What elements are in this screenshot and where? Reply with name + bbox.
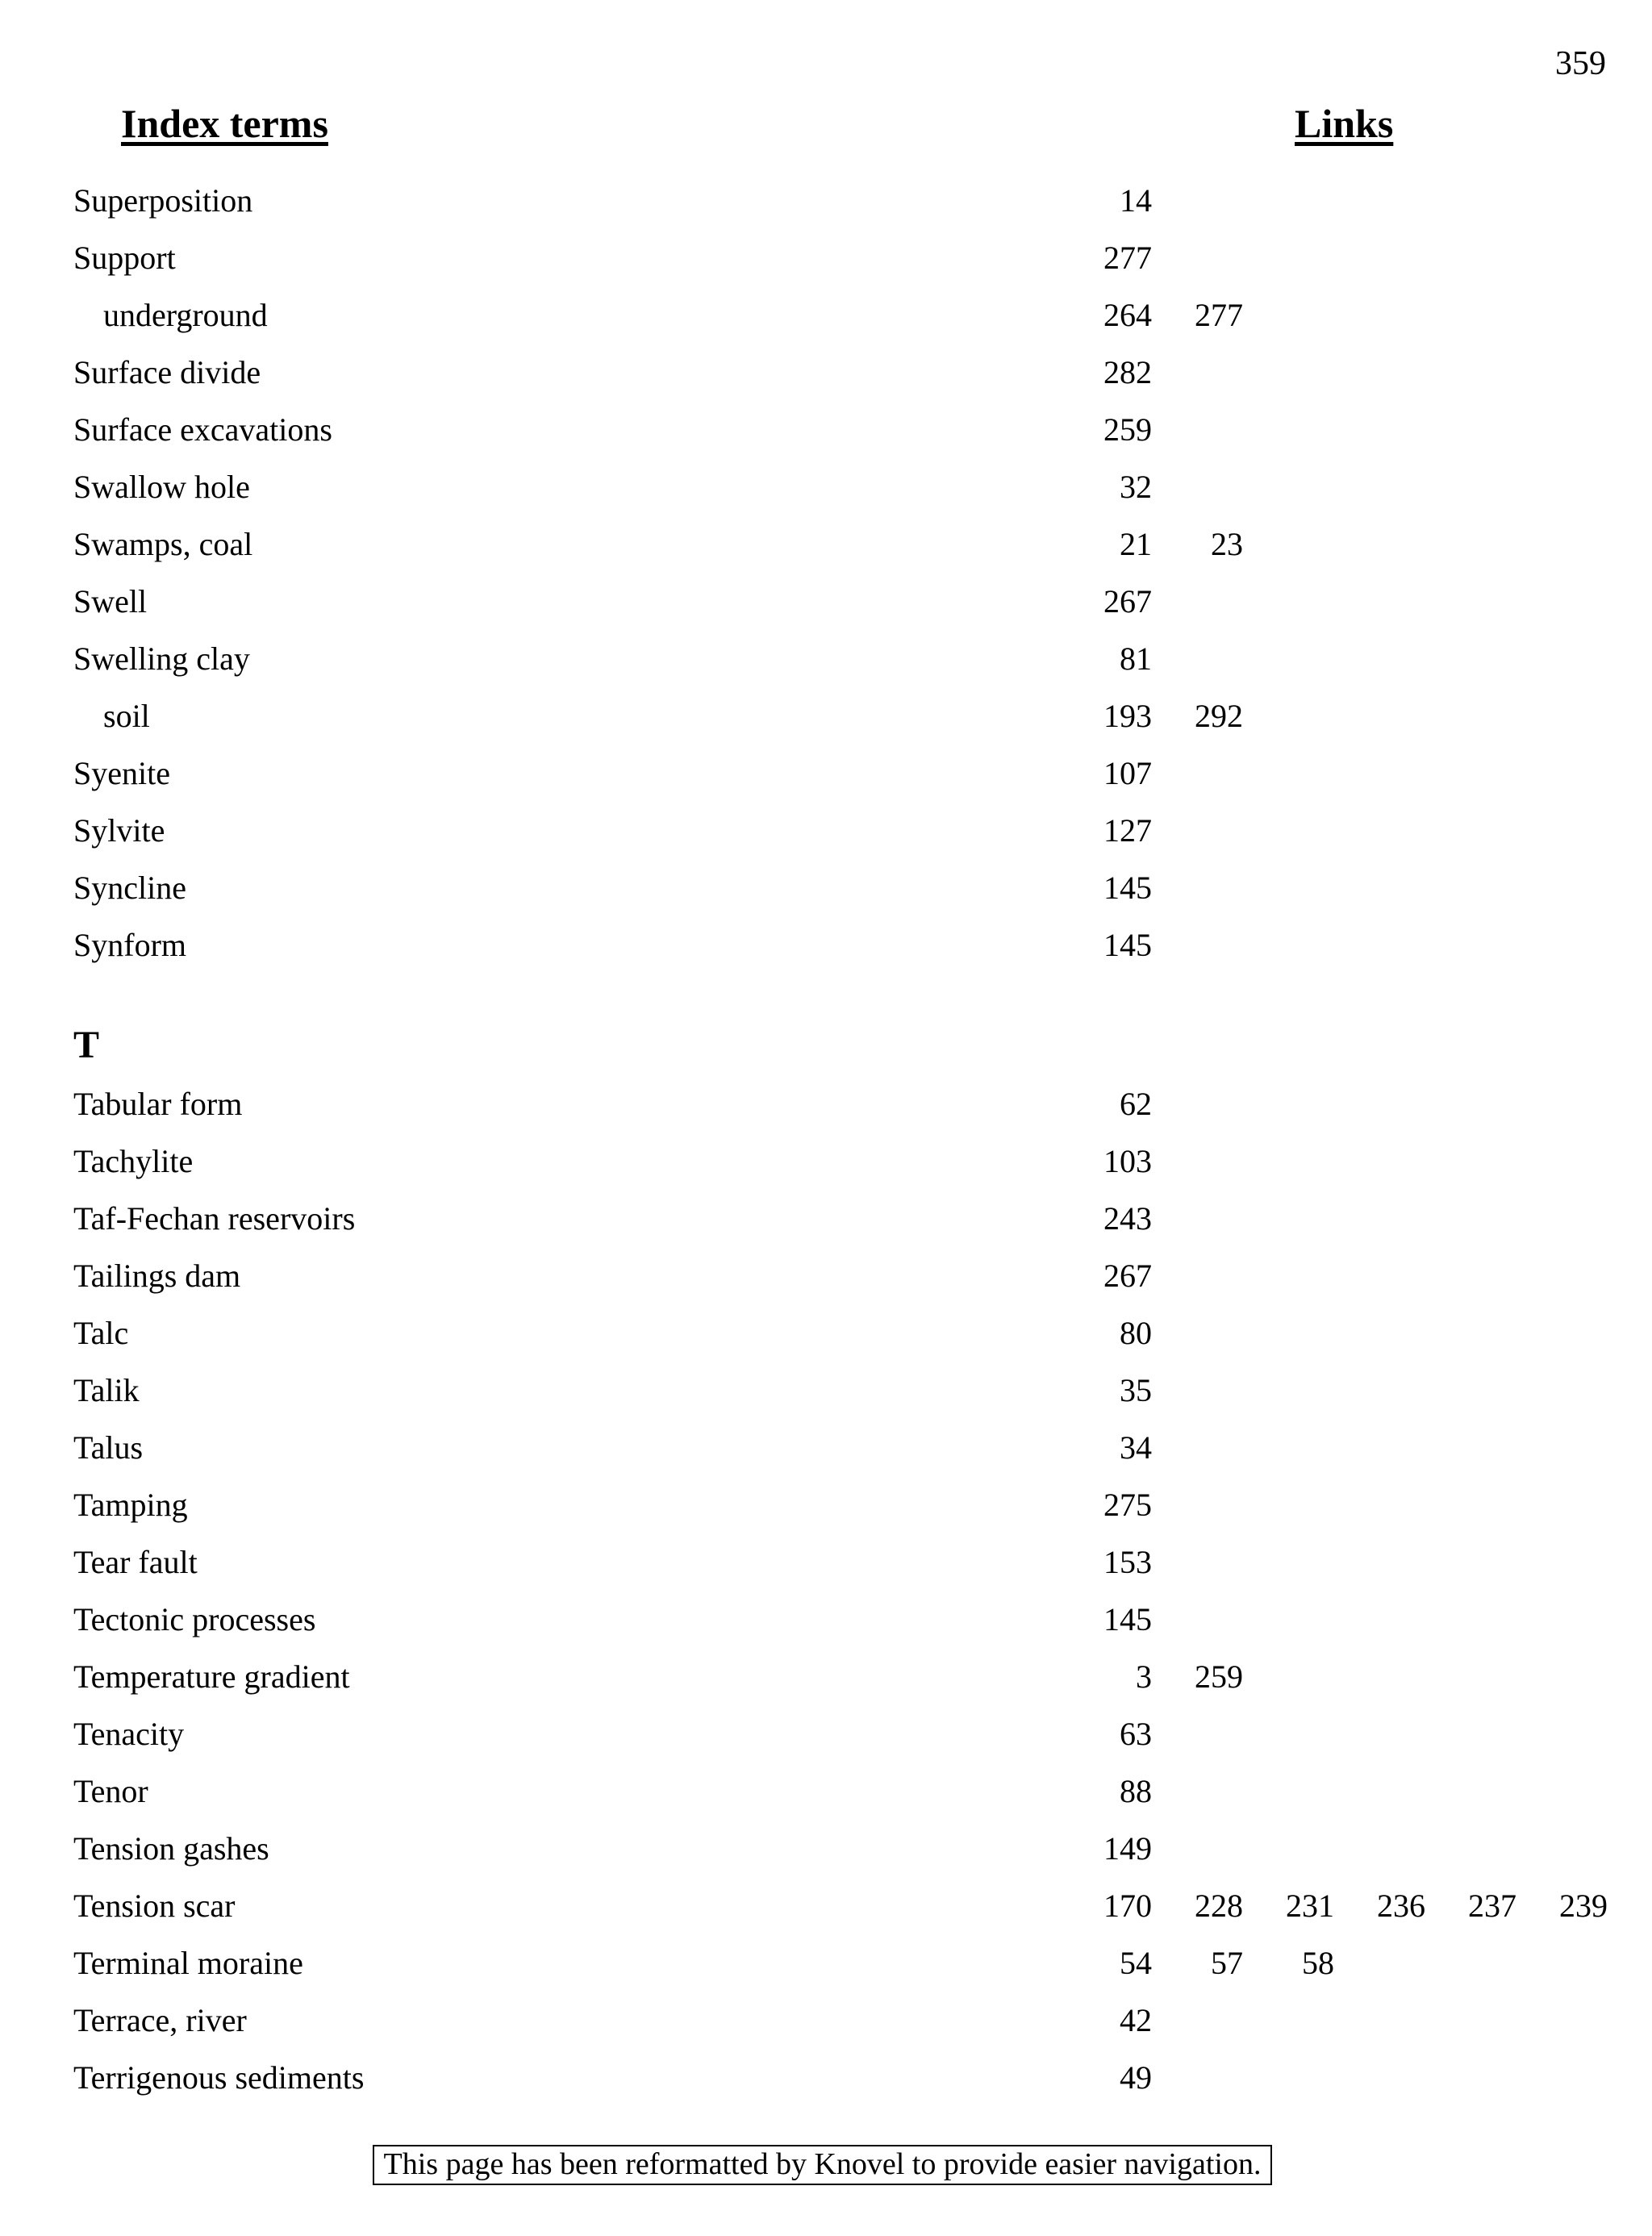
page-link[interactable]: 264	[1103, 297, 1152, 333]
page-link[interactable]: 35	[1120, 1372, 1152, 1408]
index-entry	[0, 630, 1652, 687]
index-entry	[0, 1992, 1652, 2049]
index-entry	[0, 1705, 1652, 1763]
page-link[interactable]: 277	[1103, 240, 1152, 276]
page-link[interactable]: 228	[1195, 1888, 1243, 1924]
index-term: Tachylite	[73, 1143, 194, 1179]
page-link[interactable]: 282	[1103, 354, 1152, 390]
index-entry	[0, 802, 1652, 859]
page-link[interactable]: 149	[1103, 1830, 1152, 1867]
page-link[interactable]: 259	[1195, 1658, 1243, 1695]
index-subterm: soil	[103, 698, 150, 734]
index-term: Temperature gradient	[73, 1658, 350, 1695]
links-header: Links	[1295, 101, 1394, 146]
index-entry	[0, 1476, 1652, 1533]
page-link[interactable]: 103	[1103, 1143, 1152, 1179]
index-entry	[0, 172, 1652, 229]
page-link[interactable]: 267	[1103, 583, 1152, 619]
index-entry	[0, 1533, 1652, 1591]
index-entry	[0, 1877, 1652, 1934]
page-link[interactable]: 145	[1103, 870, 1152, 906]
index-term: Terminal moraine	[73, 1945, 303, 1981]
index-entry	[0, 2049, 1652, 2106]
index-entry	[0, 1763, 1652, 1820]
index-term: Terrigenous sediments	[73, 2059, 365, 2096]
page-link[interactable]: 275	[1103, 1487, 1152, 1523]
page-number: 359	[1555, 45, 1606, 82]
index-term: Tamping	[73, 1487, 188, 1523]
page-link[interactable]: 107	[1103, 755, 1152, 791]
index-term: Tectonic processes	[73, 1601, 316, 1637]
index-entry	[0, 458, 1652, 515]
page-link[interactable]: 259	[1103, 411, 1152, 448]
index-entry	[0, 1362, 1652, 1419]
page-link[interactable]: 42	[1120, 2002, 1152, 2038]
index-term: Terrace, river	[73, 2002, 247, 2038]
page-link[interactable]: 14	[1120, 182, 1152, 219]
index-term: Synform	[73, 927, 186, 963]
page-link[interactable]: 231	[1286, 1888, 1334, 1924]
index-entry	[0, 515, 1652, 573]
index-entry	[0, 1190, 1652, 1247]
page-link[interactable]: 54	[1120, 1945, 1152, 1981]
page-link[interactable]: 153	[1103, 1544, 1152, 1580]
index-term: Tension scar	[73, 1888, 236, 1924]
index-term: Sylvite	[73, 812, 165, 849]
page-link[interactable]: 237	[1468, 1888, 1516, 1924]
index-term: Surface divide	[73, 354, 261, 390]
index-entry	[0, 745, 1652, 802]
index-term: Support	[73, 240, 176, 276]
page-link[interactable]: 58	[1302, 1945, 1334, 1981]
page-link[interactable]: 3	[1136, 1658, 1152, 1695]
index-term: Swamps, coal	[73, 526, 253, 562]
index-entry	[0, 401, 1652, 458]
index-term: Talc	[73, 1315, 129, 1351]
index-term: Tabular form	[73, 1086, 243, 1122]
page-link[interactable]: 81	[1120, 640, 1152, 677]
index-term: Surface excavations	[73, 411, 332, 448]
index-term: Tenacity	[73, 1716, 185, 1752]
index-term: Talik	[73, 1372, 140, 1408]
page-link[interactable]: 267	[1103, 1258, 1152, 1294]
page-link[interactable]: 193	[1103, 698, 1152, 734]
index-term: Tailings dam	[73, 1258, 241, 1294]
page-link[interactable]: 239	[1559, 1888, 1608, 1924]
index-term: Tenor	[73, 1773, 148, 1809]
index-term: Swallow hole	[73, 469, 250, 505]
page-link[interactable]: 236	[1377, 1888, 1425, 1924]
page-link[interactable]: 145	[1103, 1601, 1152, 1637]
page-link[interactable]: 62	[1120, 1086, 1152, 1122]
page-link[interactable]: 292	[1195, 698, 1243, 734]
page-link[interactable]: 170	[1103, 1888, 1152, 1924]
index-term: Tension gashes	[73, 1830, 269, 1867]
index-entry	[0, 1648, 1652, 1705]
section-letter: T	[73, 1024, 100, 1066]
index-entry	[0, 286, 1652, 344]
index-entry	[0, 1820, 1652, 1877]
index-entry	[0, 1934, 1652, 1992]
page-link[interactable]: 49	[1120, 2059, 1152, 2096]
index-term: Syncline	[73, 870, 186, 906]
index-term: Tear fault	[73, 1544, 198, 1580]
index-entry	[0, 1247, 1652, 1304]
index-entry	[0, 1591, 1652, 1648]
index-subterm: underground	[103, 297, 268, 333]
page-link[interactable]: 277	[1195, 297, 1243, 333]
page-link[interactable]: 145	[1103, 927, 1152, 963]
index-entry	[0, 1075, 1652, 1133]
index-term: Swelling clay	[73, 640, 250, 677]
index-term: Syenite	[73, 755, 170, 791]
index-entry	[0, 229, 1652, 286]
page-link[interactable]: 57	[1211, 1945, 1243, 1981]
index-term: Swell	[73, 583, 148, 619]
page-link[interactable]: 243	[1103, 1200, 1152, 1237]
index-entry	[0, 1133, 1652, 1190]
index-entry	[0, 1419, 1652, 1476]
page-link[interactable]: 80	[1120, 1315, 1152, 1351]
page-link[interactable]: 34	[1120, 1429, 1152, 1466]
index-term: Taf-Fechan reservoirs	[73, 1200, 356, 1237]
reformat-notice: This page has been reformatted by Knovel to provide easier navigation.	[373, 2145, 1272, 2185]
index-entry	[0, 859, 1652, 916]
page-link[interactable]: 63	[1120, 1716, 1152, 1752]
index-entry	[0, 916, 1652, 974]
index-entry	[0, 344, 1652, 401]
page-link[interactable]: 127	[1103, 812, 1152, 849]
index-term: Superposition	[73, 182, 253, 219]
page-link[interactable]: 21	[1120, 526, 1152, 562]
index-terms-header: Index terms	[121, 101, 328, 146]
index-entry	[0, 573, 1652, 630]
page-link[interactable]: 32	[1120, 469, 1152, 505]
page-link[interactable]: 88	[1120, 1773, 1152, 1809]
index-entry	[0, 687, 1652, 745]
page-link[interactable]: 23	[1211, 526, 1243, 562]
index-entry	[0, 1304, 1652, 1362]
index-term: Talus	[73, 1429, 144, 1466]
